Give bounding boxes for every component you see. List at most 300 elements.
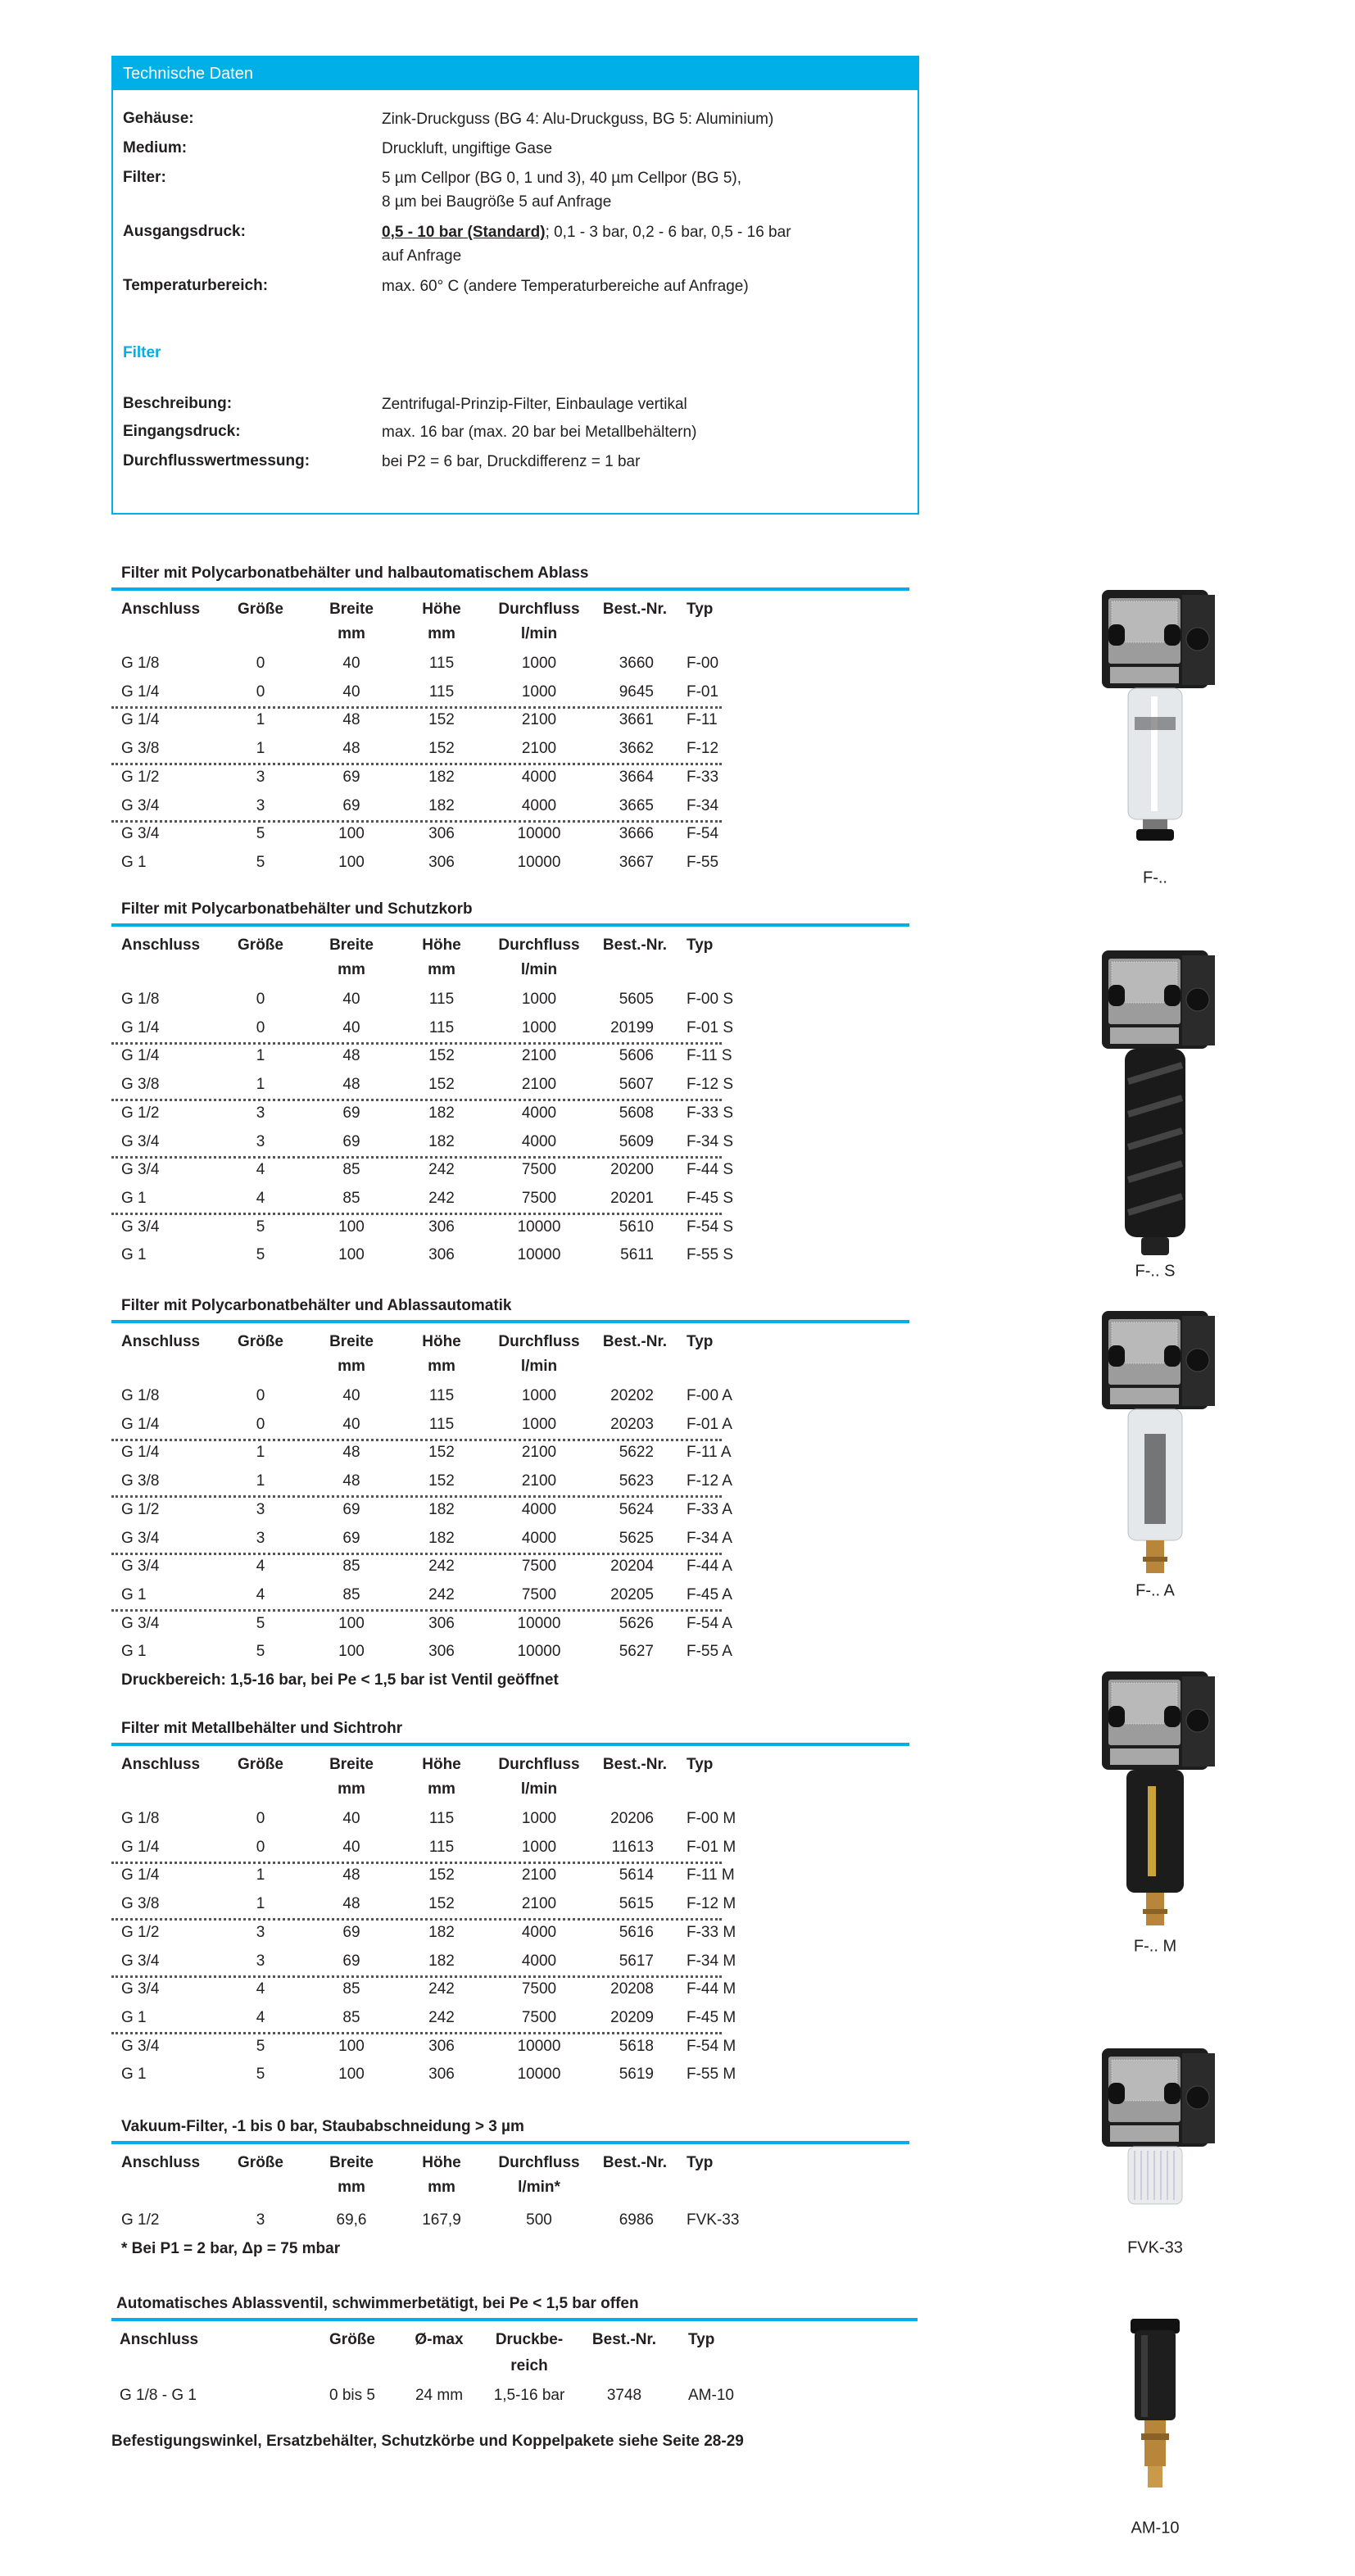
cell-typ: F-34 xyxy=(687,796,719,814)
column-header-anschluss: Anschluss xyxy=(120,2331,199,2348)
cell-groesse: 4 xyxy=(256,1189,265,1207)
cell-durchfluss: 10000 xyxy=(517,853,561,871)
spec-value-text: max. 60° C (andere Temperaturbereiche auf Anfrage) xyxy=(382,278,749,295)
cell-anschluss: G 1/2 xyxy=(121,2211,160,2229)
cell-groesse: 5 xyxy=(256,1614,265,1632)
spec-label: Temperaturbereich: xyxy=(123,277,269,294)
column-header-groesse: Größe xyxy=(238,1333,283,1350)
column-header-durchfluss: Durchfluss xyxy=(498,937,580,954)
section-divider xyxy=(111,2318,918,2321)
cell-durchfluss: 2100 xyxy=(521,1866,557,1884)
cell-best: 3661 xyxy=(619,711,654,729)
cell-best: 3662 xyxy=(619,740,654,758)
cell-groesse: 4 xyxy=(256,2008,265,2026)
cell-anschluss: G 3/4 xyxy=(121,1132,160,1150)
cell-durchfluss: 4000 xyxy=(521,1923,557,1941)
cell-anschluss: G 3/4 xyxy=(121,1558,160,1576)
column-header-best: Best.-Nr. xyxy=(602,601,668,618)
cell-durchfluss: 10000 xyxy=(517,2066,561,2084)
unit-hoehe: mm xyxy=(428,1780,455,1798)
cell-groesse: 0 xyxy=(256,655,265,672)
section-title: Filter mit Metallbehälter und Sichtrohr xyxy=(121,1720,403,1737)
cell-anschluss: G 3/4 xyxy=(121,1980,160,1998)
cell-groesse: 5 xyxy=(256,1246,265,1264)
section-title: Filter mit Polycarbonatbehälter und halbautomatischem Ablass xyxy=(121,565,589,582)
cell-groesse: 3 xyxy=(256,1923,265,1941)
cell-anschluss: G 1/4 xyxy=(121,683,160,701)
cell-groesse: 0 xyxy=(256,1810,265,1827)
cell-hoehe: 152 xyxy=(428,1866,455,1884)
cell-anschluss: G 3/4 xyxy=(121,1529,160,1547)
cell-best: 20203 xyxy=(610,1415,654,1433)
unit-breite: mm xyxy=(338,961,365,978)
cell-typ: F-34 A xyxy=(687,1529,732,1547)
spec-label: Eingangsdruck: xyxy=(123,423,241,440)
cell-anschluss: G 1 xyxy=(121,2066,147,2084)
cell-durchfluss: 7500 xyxy=(521,1161,557,1179)
cell-groesse: 5 xyxy=(256,853,265,871)
section-title: Filter mit Polycarbonatbehälter und Schutzkorb xyxy=(121,900,473,918)
unit-hoehe: mm xyxy=(428,961,455,978)
cell-typ: F-11 M xyxy=(687,1866,735,1884)
cell-anschluss: G 3/4 xyxy=(121,796,160,814)
cell-breite: 48 xyxy=(342,1866,360,1884)
cell-breite: 69,6 xyxy=(336,2211,367,2229)
product-label: FVK-33 xyxy=(1127,2238,1183,2257)
cell-breite: 40 xyxy=(342,1838,360,1856)
cell-best: 5609 xyxy=(619,1132,654,1150)
column-header-breite: Breite xyxy=(329,1756,374,1773)
cell-groesse: 5 xyxy=(256,2037,265,2055)
cell-durchfluss: 7500 xyxy=(521,1980,557,1998)
cell-hoehe: 306 xyxy=(428,1614,455,1632)
cell-breite: 85 xyxy=(342,1585,360,1603)
spec-value xyxy=(382,107,773,131)
cell-best: 5619 xyxy=(619,2066,654,2084)
spec-value-text: Druckluft, ungiftige Gase xyxy=(382,140,553,157)
cell-breite: 69 xyxy=(342,1923,360,1941)
cell-hoehe: 242 xyxy=(428,1585,455,1603)
cell-best: 20206 xyxy=(610,1810,654,1827)
cell-best: 20201 xyxy=(610,1189,654,1207)
spec-label: Ausgangsdruck: xyxy=(123,223,246,240)
cell-hoehe: 182 xyxy=(428,1923,455,1941)
cell-typ: F-12 xyxy=(687,740,719,758)
product-image-basket xyxy=(1094,950,1217,1266)
technical-data-box xyxy=(111,56,919,515)
cell-groesse: 5 xyxy=(256,1218,265,1236)
cell-durchfluss: 4000 xyxy=(521,796,557,814)
section-title: Automatisches Ablassventil, schwimmerbetätigt, bei Pe < 1,5 bar offen xyxy=(116,2295,639,2312)
cell-typ: F-55 M xyxy=(687,2066,736,2084)
row-separator xyxy=(111,706,722,709)
product-image-auto xyxy=(1094,1311,1217,1577)
cell-breite: 40 xyxy=(342,1810,360,1827)
cell-durchfluss: 10000 xyxy=(517,1218,561,1236)
cell-durchfluss: 10000 xyxy=(517,825,561,843)
cell-anschluss: G 3/8 xyxy=(121,1472,160,1490)
unit-breite: mm xyxy=(338,1780,365,1798)
column-header-anschluss: Anschluss xyxy=(121,2154,201,2171)
column-header-breite: Breite xyxy=(329,601,374,618)
column-header-anschluss: Anschluss xyxy=(121,937,201,954)
cell-groesse: 3 xyxy=(256,1952,265,1970)
cell-hoehe: 242 xyxy=(428,1558,455,1576)
product-image-vacuum xyxy=(1094,2048,1217,2212)
cell-durchfluss: 1000 xyxy=(521,1415,557,1433)
cell-typ: F-54 A xyxy=(687,1614,732,1632)
cell-typ: F-33 S xyxy=(687,1104,734,1122)
cell-typ: F-34 S xyxy=(687,1132,734,1150)
cell-anschluss: G 3/4 xyxy=(121,2037,160,2055)
column-header-druck-cont: reich xyxy=(510,2357,548,2374)
cell-breite: 69 xyxy=(342,1104,360,1122)
cell-typ: F-33 xyxy=(687,768,719,786)
cell-groesse: 0 xyxy=(256,1838,265,1856)
cell-breite: 85 xyxy=(342,2008,360,2026)
cell-breite: 40 xyxy=(342,991,360,1008)
cell-anschluss: G 3/4 xyxy=(121,1161,160,1179)
cell-best: 3665 xyxy=(619,796,654,814)
cell-breite: 100 xyxy=(338,1218,365,1236)
cell-durchfluss: 1000 xyxy=(521,1838,557,1856)
column-header-best: Best.-Nr. xyxy=(602,1756,668,1773)
cell-groesse: 3 xyxy=(256,1529,265,1547)
column-header-durchfluss: Durchfluss xyxy=(498,1756,580,1773)
cell-anschluss: G 3/4 xyxy=(121,1218,160,1236)
cell-anschluss: G 1/2 xyxy=(121,768,160,786)
cell-typ: F-54 xyxy=(687,825,719,843)
cell-anschluss: G 1/8 xyxy=(121,1387,160,1404)
cell-groesse: 1 xyxy=(256,740,265,758)
cell-anschluss: G 3/8 xyxy=(121,1895,160,1913)
cell-typ: F-54 M xyxy=(687,2037,736,2055)
cell-best: 5610 xyxy=(619,1218,654,1236)
cell-hoehe: 182 xyxy=(428,1952,455,1970)
cell-hoehe: 115 xyxy=(428,1810,455,1827)
cell-durchfluss: 2100 xyxy=(521,1895,557,1913)
cell-durchfluss: 10000 xyxy=(517,2037,561,2055)
unit-durchfluss: l/min xyxy=(520,625,558,642)
cell-breite: 40 xyxy=(342,1018,360,1036)
cell-hoehe: 306 xyxy=(428,2066,455,2084)
column-header-typ: Typ xyxy=(687,2154,714,2171)
unit-hoehe: mm xyxy=(428,625,455,642)
cell-breite: 48 xyxy=(342,740,360,758)
cell-best: 5617 xyxy=(619,1952,654,1970)
cell-anschluss: G 1 xyxy=(121,853,147,871)
column-header-hoehe: Höhe xyxy=(422,1333,461,1350)
column-header-best: Best.-Nr. xyxy=(602,937,668,954)
product-image-clear xyxy=(1094,590,1217,856)
cell-typ: F-55 xyxy=(687,853,719,871)
cell-groesse: 4 xyxy=(256,1161,265,1179)
cell-durchfluss: 4000 xyxy=(521,1529,557,1547)
cell-best: 11613 xyxy=(611,1838,654,1856)
row-separator xyxy=(111,1439,722,1441)
column-header-best: Best.-Nr. xyxy=(602,1333,668,1350)
cell-durchfluss: 2100 xyxy=(521,1472,557,1490)
cell-hoehe: 242 xyxy=(428,1161,455,1179)
cell-anschluss: G 1/4 xyxy=(121,1866,160,1884)
cell-best: 9645 xyxy=(619,683,654,701)
column-header-typ: Typ xyxy=(687,601,714,618)
cell-hoehe: 115 xyxy=(428,1387,455,1404)
cell-durchfluss: 7500 xyxy=(521,1189,557,1207)
cell-best: 5614 xyxy=(619,1866,654,1884)
cell-durchfluss: 1000 xyxy=(521,655,557,672)
cell-durchfluss: 7500 xyxy=(521,1558,557,1576)
cell-best: 5626 xyxy=(619,1614,654,1632)
cell-durchfluss: 500 xyxy=(526,2211,552,2229)
spec-value xyxy=(382,220,791,268)
cell-anschluss: G 1/4 xyxy=(121,1018,160,1036)
cell-breite: 40 xyxy=(342,655,360,672)
cell-hoehe: 115 xyxy=(428,1838,455,1856)
cell-typ: F-34 M xyxy=(687,1952,736,1970)
cell-breite: 85 xyxy=(342,1980,360,1998)
cell-anschluss: G 1/8 - G 1 xyxy=(120,2387,197,2404)
cell-durchfluss: 10000 xyxy=(517,1246,561,1264)
column-header-best: Best.-Nr. xyxy=(602,2154,668,2171)
cell-best: 5605 xyxy=(619,991,654,1008)
spec-label: Medium: xyxy=(123,139,188,156)
cell-typ: F-44 S xyxy=(687,1161,734,1179)
cell-durchfluss: 4000 xyxy=(521,1104,557,1122)
cell-typ: F-12 M xyxy=(687,1895,736,1913)
cell-breite: 85 xyxy=(342,1558,360,1576)
cell-hoehe: 182 xyxy=(428,796,455,814)
cell-hoehe: 152 xyxy=(428,1472,455,1490)
cell-anschluss: G 1 xyxy=(121,1585,147,1603)
cell-typ: F-00 A xyxy=(687,1387,732,1404)
cell-breite: 85 xyxy=(342,1161,360,1179)
cell-best: 5624 xyxy=(619,1500,654,1518)
cell-typ: F-44 M xyxy=(687,1980,736,1998)
cell-typ: F-55 S xyxy=(687,1246,734,1264)
spec-value-cont: auf Anfrage xyxy=(382,247,462,265)
cell-best: 3666 xyxy=(619,825,654,843)
product-image-valve xyxy=(1094,2319,1217,2495)
row-separator xyxy=(111,2032,722,2034)
cell-groesse: 1 xyxy=(256,1047,265,1065)
cell-breite: 100 xyxy=(338,1246,365,1264)
section-title: Vakuum-Filter, -1 bis 0 bar, Staubabschneidung > 3 µm xyxy=(121,2118,524,2135)
cell-hoehe: 242 xyxy=(428,1980,455,1998)
cell-hoehe: 306 xyxy=(428,853,455,871)
cell-durchfluss: 2100 xyxy=(521,1444,557,1462)
column-header-best: Best.-Nr. xyxy=(591,2331,657,2348)
cell-breite: 69 xyxy=(342,1500,360,1518)
column-header-typ: Typ xyxy=(687,937,714,954)
column-header-durchfluss: Durchfluss xyxy=(498,1333,580,1350)
cell-groesse: 0 xyxy=(256,1387,265,1404)
cell-typ: F-12 A xyxy=(687,1472,732,1490)
column-header-typ: Typ xyxy=(687,1333,714,1350)
spec-value-text: 5 µm Cellpor (BG 0, 1 und 3), 40 µm Cellpor (BG 5), xyxy=(382,170,741,187)
cell-hoehe: 152 xyxy=(428,1076,455,1094)
cell-groesse: 1 xyxy=(256,1472,265,1490)
cell-best: 5606 xyxy=(619,1047,654,1065)
row-separator xyxy=(111,1553,722,1555)
cell-hoehe: 182 xyxy=(428,1104,455,1122)
cell-best: 5616 xyxy=(619,1923,654,1941)
cell-dmax: 24 mm xyxy=(415,2387,464,2404)
cell-groesse: 4 xyxy=(256,1558,265,1576)
cell-best: 3667 xyxy=(619,853,654,871)
cell-hoehe: 152 xyxy=(428,1444,455,1462)
cell-groesse: 5 xyxy=(256,825,265,843)
cell-hoehe: 115 xyxy=(428,1018,455,1036)
cell-breite: 48 xyxy=(342,1444,360,1462)
cell-best: 6986 xyxy=(619,2211,654,2229)
product-label: F-.. M xyxy=(1133,1937,1177,1956)
spec-value xyxy=(382,274,749,298)
cell-groesse: 3 xyxy=(256,768,265,786)
cell-breite: 48 xyxy=(342,711,360,729)
cell-durchfluss: 10000 xyxy=(517,1614,561,1632)
spec-value xyxy=(382,166,741,214)
cell-typ: F-00 xyxy=(687,655,719,672)
cell-typ: F-12 S xyxy=(687,1076,734,1094)
row-separator xyxy=(111,1918,722,1921)
row-separator xyxy=(111,820,722,823)
cell-durchfluss: 2100 xyxy=(521,711,557,729)
cell-breite: 40 xyxy=(342,1415,360,1433)
cell-durchfluss: 2100 xyxy=(521,1076,557,1094)
cell-durchfluss: 4000 xyxy=(521,1952,557,1970)
cell-best: 5625 xyxy=(619,1529,654,1547)
row-separator xyxy=(111,763,722,765)
column-header-druck: Druckbe- xyxy=(495,2331,564,2348)
unit-hoehe: mm xyxy=(428,2179,455,2196)
column-header-dmax: Ø-max xyxy=(415,2331,464,2348)
cell-groesse: 3 xyxy=(256,2211,265,2229)
cell-groesse: 5 xyxy=(256,2066,265,2084)
cell-groesse: 1 xyxy=(256,1076,265,1094)
cell-hoehe: 306 xyxy=(428,1643,455,1661)
cell-breite: 100 xyxy=(338,1643,365,1661)
section-divider xyxy=(111,1320,909,1323)
spec-value: max. 16 bar (max. 20 bar bei Metallbehältern) xyxy=(382,424,697,441)
column-header-anschluss: Anschluss xyxy=(121,601,201,618)
cell-groesse: 1 xyxy=(256,1444,265,1462)
cell-typ: F-00 S xyxy=(687,991,734,1008)
cell-groesse: 0 xyxy=(256,683,265,701)
column-header-breite: Breite xyxy=(329,2154,374,2171)
product-image-metal xyxy=(1094,1671,1217,1938)
cell-groesse: 1 xyxy=(256,1895,265,1913)
cell-breite: 48 xyxy=(342,1047,360,1065)
cell-hoehe: 115 xyxy=(428,991,455,1008)
column-header-typ: Typ xyxy=(687,1756,714,1773)
cell-best: 20200 xyxy=(610,1161,654,1179)
cell-breite: 40 xyxy=(342,1387,360,1404)
cell-durchfluss: 1000 xyxy=(521,1387,557,1404)
spec-value-cont: 8 µm bei Baugröße 5 auf Anfrage xyxy=(382,193,612,211)
cell-best: 20205 xyxy=(610,1585,654,1603)
cell-typ: F-11 xyxy=(687,711,718,729)
cell-typ: F-45 S xyxy=(687,1189,734,1207)
cell-best: 5607 xyxy=(619,1076,654,1094)
cell-groesse: 3 xyxy=(256,1500,265,1518)
cell-groesse: 4 xyxy=(256,1980,265,1998)
cell-best: 5611 xyxy=(620,1246,654,1264)
cell-breite: 69 xyxy=(342,796,360,814)
cell-breite: 48 xyxy=(342,1472,360,1490)
cell-hoehe: 306 xyxy=(428,2037,455,2055)
cell-hoehe: 182 xyxy=(428,1132,455,1150)
product-label: F-.. S xyxy=(1135,1262,1176,1281)
cell-anschluss: G 1/8 xyxy=(121,991,160,1008)
cell-groesse: 3 xyxy=(256,796,265,814)
cell-groesse: 1 xyxy=(256,1866,265,1884)
cell-breite: 100 xyxy=(338,2066,365,2084)
cell-best: 3660 xyxy=(619,655,654,672)
cell-groesse: 3 xyxy=(256,1104,265,1122)
column-header-groesse: Größe xyxy=(238,937,283,954)
cell-typ: F-11 S xyxy=(687,1047,732,1065)
cell-typ: F-55 A xyxy=(687,1643,732,1661)
cell-hoehe: 242 xyxy=(428,2008,455,2026)
section-divider xyxy=(111,923,909,927)
unit-durchfluss: l/min* xyxy=(518,2179,560,2196)
column-header-anschluss: Anschluss xyxy=(121,1333,201,1350)
cell-typ: F-45 M xyxy=(687,2008,736,2026)
cell-hoehe: 306 xyxy=(428,1218,455,1236)
cell-best: 3664 xyxy=(619,768,654,786)
standard-pressure: 0,5 - 10 bar (Standard) xyxy=(382,224,546,241)
cell-typ: F-01 M xyxy=(687,1838,736,1856)
column-header-hoehe: Höhe xyxy=(422,601,461,618)
unit-breite: mm xyxy=(338,2179,365,2196)
cell-durchfluss: 1000 xyxy=(521,991,557,1008)
cell-anschluss: G 3/4 xyxy=(121,1614,160,1632)
cell-groesse: 0 xyxy=(256,991,265,1008)
cell-anschluss: G 1 xyxy=(121,1246,147,1264)
cell-anschluss: G 3/4 xyxy=(121,1952,160,1970)
cell-breite: 85 xyxy=(342,1189,360,1207)
cell-typ: AM-10 xyxy=(688,2387,734,2404)
cell-hoehe: 152 xyxy=(428,1047,455,1065)
cell-hoehe: 182 xyxy=(428,768,455,786)
cell-groesse: 0 bis 5 xyxy=(329,2387,375,2404)
cell-anschluss: G 1 xyxy=(121,1643,147,1661)
cell-anschluss: G 1/2 xyxy=(121,1923,160,1941)
product-label: F-.. A xyxy=(1135,1581,1175,1600)
column-header-typ: Typ xyxy=(688,2331,715,2348)
spec-label: Filter: xyxy=(123,169,166,186)
unit-durchfluss: l/min xyxy=(520,961,558,978)
unit-durchfluss: l/min xyxy=(520,1358,558,1375)
cell-anschluss: G 3/8 xyxy=(121,1076,160,1094)
cell-anschluss: G 1/4 xyxy=(121,1047,160,1065)
cell-typ: F-01 A xyxy=(687,1415,732,1433)
cell-anschluss: G 1/4 xyxy=(121,711,160,729)
product-label: AM-10 xyxy=(1131,2519,1180,2537)
cell-best: 3748 xyxy=(606,2387,642,2404)
cell-typ: F-33 A xyxy=(687,1500,732,1518)
cell-typ: F-45 A xyxy=(687,1585,732,1603)
cell-hoehe: 115 xyxy=(428,1415,455,1433)
cell-durchfluss: 7500 xyxy=(521,2008,557,2026)
cell-best: 20209 xyxy=(610,2008,654,2026)
cell-breite: 48 xyxy=(342,1895,360,1913)
product-label: F-.. xyxy=(1143,868,1167,887)
column-header-groesse: Größe xyxy=(329,2331,375,2348)
cell-typ: F-44 A xyxy=(687,1558,732,1576)
column-header-hoehe: Höhe xyxy=(422,2154,461,2171)
